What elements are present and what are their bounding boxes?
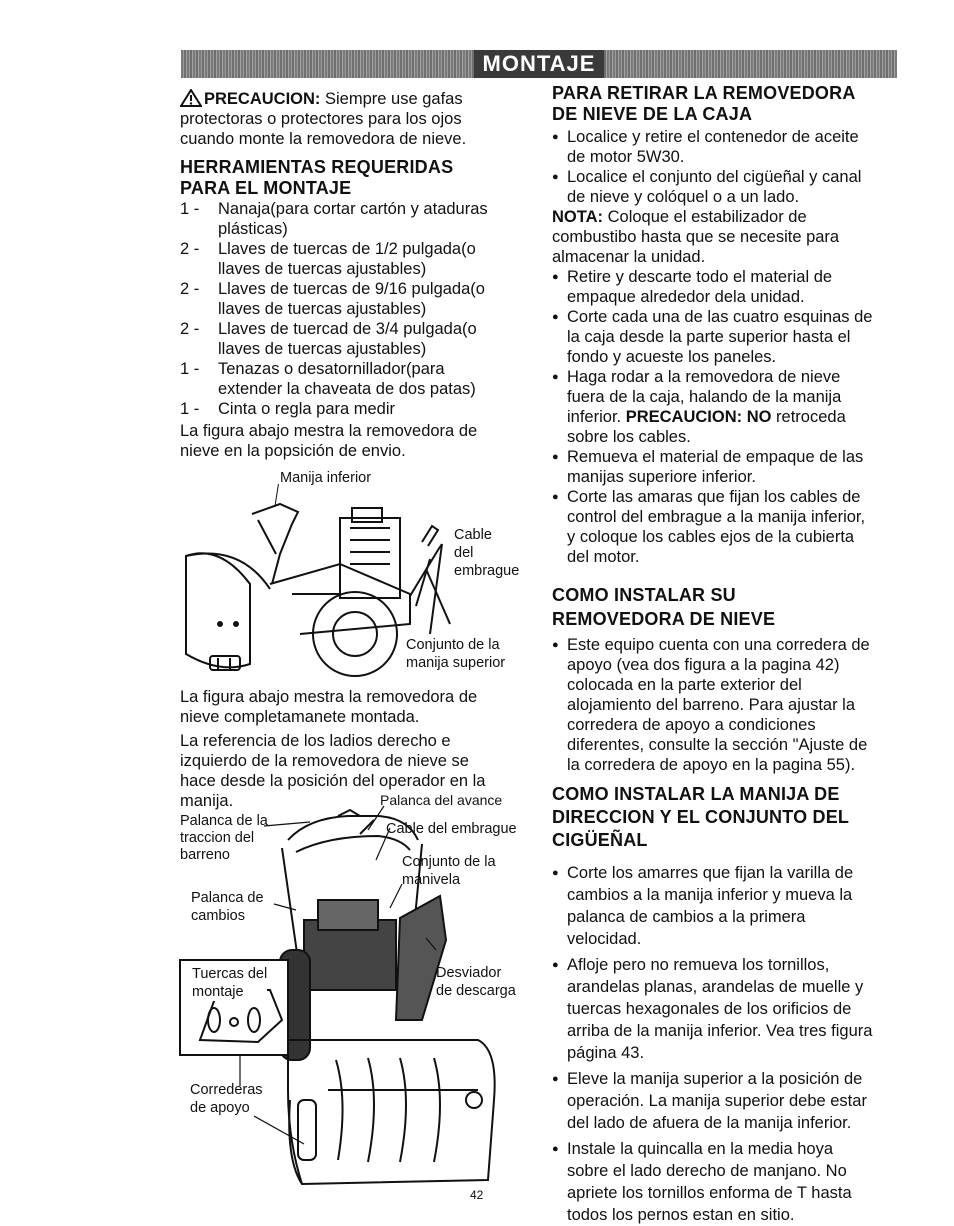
item-line: cambios a la manija inferior y mueva la xyxy=(567,886,853,904)
precaution-line: protectoras o protectores para los ojos xyxy=(180,110,462,128)
left-column xyxy=(180,89,520,461)
label-correderas-apoyo xyxy=(190,1081,263,1117)
item-number: 1 - xyxy=(180,200,200,218)
label-line: Cable xyxy=(454,527,492,543)
item-text: retroceda xyxy=(771,408,846,426)
heading-line: DE NIEVE DE LA CAJA xyxy=(552,104,753,124)
heading-line: DIRECCION Y EL CONJUNTO DEL xyxy=(552,807,850,827)
text-line: manija. xyxy=(180,792,234,810)
text-line: nieve en la popsición de envio. xyxy=(180,442,406,460)
item-line: página 43. xyxy=(567,1044,645,1062)
label-manija-inferior: Manija inferior xyxy=(280,470,372,486)
item-line: de nieve y colóquel o a un lado. xyxy=(567,188,800,206)
heading-line: COMO INSTALAR LA MANIJA DE xyxy=(552,784,840,804)
label-conjunto-manivela xyxy=(402,853,496,889)
list-item xyxy=(552,127,902,167)
item-line: control del embrague a la manija inferior, xyxy=(567,508,866,526)
item-number: 2 - xyxy=(180,240,200,258)
list-item xyxy=(180,239,520,279)
banner-title: MONTAJE xyxy=(482,51,596,76)
label-line: montaje xyxy=(192,984,244,1000)
label-line: Conjunto de la xyxy=(406,637,500,653)
item-line: llaves de tuercas ajustables) xyxy=(218,260,427,278)
text-line: Coloque el estabilizador de xyxy=(603,208,807,226)
item-line: sobre los cables. xyxy=(567,428,691,446)
item-line: Eleve la manija superior a la posición de xyxy=(567,1070,863,1088)
list-item xyxy=(552,167,902,207)
bullet-icon: ● xyxy=(552,491,559,503)
tools-list xyxy=(180,199,520,419)
text-line: combustibo hasta que se necesite para xyxy=(552,228,840,246)
item-line: arandelas planas, arandelas de muelle y xyxy=(567,978,864,996)
bullet-icon: ● xyxy=(552,371,559,383)
item-line: Instale la quincalla en la media hoya xyxy=(567,1140,834,1158)
label-line: manija superior xyxy=(406,655,506,671)
label-tuercas-montaje xyxy=(192,965,267,1001)
item-line: fondo y acueste los paneles. xyxy=(567,348,777,366)
item-line: tuercas hexagonales de los orificios de xyxy=(567,1000,852,1018)
list-item xyxy=(180,199,520,239)
item-line: Este equipo cuenta con una corredera de xyxy=(567,636,870,654)
item-line: la caja desde la parte superior hasta el xyxy=(567,328,851,346)
manija-heading xyxy=(552,783,902,852)
item-text: inferior. xyxy=(567,408,626,426)
label-line: Desviador xyxy=(436,965,502,981)
heading-line: PARA RETIRAR LA REMOVEDORA xyxy=(552,83,856,103)
label-cable-del-embrague xyxy=(454,526,519,580)
label-line: embrague xyxy=(454,563,520,579)
label-line: manivela xyxy=(402,872,461,888)
page-number: 42 xyxy=(470,1188,484,1202)
item-line: Haga rodar a la removedora de nieve xyxy=(567,368,841,386)
label-line: Correderas xyxy=(190,1082,263,1098)
item-line: operación. La manija superior debe estar xyxy=(567,1092,867,1110)
item-line: apoyo (vea dos figura a la pagina 42) xyxy=(567,656,840,674)
precaution-line: Siempre use gafas xyxy=(320,90,463,108)
list-item xyxy=(180,319,520,359)
item-line: Tenazas o desatornillador(para xyxy=(218,360,445,378)
instalar-heading xyxy=(552,583,902,631)
list-item xyxy=(552,267,902,307)
item-bold-text: PRECAUCION: NO xyxy=(625,408,772,426)
item-number: 2 - xyxy=(180,280,200,298)
right-column xyxy=(552,83,902,1226)
label-line: de descarga xyxy=(436,983,516,999)
label-palanca-cambios xyxy=(191,889,264,925)
item-line: del motor. xyxy=(567,548,640,566)
list-item xyxy=(180,359,520,399)
text-line: La referencia de los ladios derecho e xyxy=(180,732,451,750)
item-line: diferentes, consulte la sección "Ajuste de xyxy=(567,736,868,754)
heading-line: COMO INSTALAR SU xyxy=(552,585,736,605)
item-line: del lado de afuera de la manija inferior. xyxy=(567,1114,852,1132)
item-line: la corredera de apoyo en la pagina 55). xyxy=(567,756,856,774)
manija-list xyxy=(552,862,902,1226)
item-line: empaque alrededor dela unidad. xyxy=(567,288,805,306)
list-item xyxy=(552,367,902,447)
item-number: 1 - xyxy=(180,400,200,418)
item-line: Llaves de tuercas de 9/16 pulgada(o xyxy=(218,280,485,298)
label-conjunto-manija-superior xyxy=(406,636,505,672)
fig1-intro xyxy=(180,421,520,461)
label-line: Conjunto de la xyxy=(402,854,496,870)
list-item xyxy=(552,447,902,487)
nota-paragraph xyxy=(552,207,902,267)
item-line: fuera de la caja, halando de la manija xyxy=(567,388,842,406)
text-line: almacenar la unidad. xyxy=(552,248,706,266)
section-banner xyxy=(181,50,897,78)
fig2-intro xyxy=(180,687,520,727)
bullet-icon: ● xyxy=(552,1143,559,1155)
item-line: Corte las amaras que fijan los cables de xyxy=(567,488,861,506)
item-line: Cinta o regla para medir xyxy=(218,400,396,418)
text-line: La figura abajo mestra la removedora de xyxy=(180,688,478,706)
text-line: izquierdo de la removedora de nieve se xyxy=(180,752,469,770)
label-palanca-avance: Palanca del avance xyxy=(380,792,503,808)
item-line: y coloque los cables ejos de la cubierta xyxy=(567,528,855,546)
bullet-icon: ● xyxy=(552,131,559,143)
item-line: Remueva el material de empaque de las xyxy=(567,448,864,466)
item-line: llaves de tuercas ajustables) xyxy=(218,340,427,358)
item-line: Llaves de tuercad de 3/4 pulgada(o xyxy=(218,320,477,338)
bullet-icon: ● xyxy=(552,867,559,879)
bullet-icon: ● xyxy=(552,171,559,183)
label-cable-embrague: Cable del embrague xyxy=(386,821,517,837)
item-line: de motor 5W30. xyxy=(567,148,685,166)
bullet-icon: ● xyxy=(552,639,559,651)
list-item xyxy=(552,635,902,775)
item-line: Localice y retire el contenedor de aceite xyxy=(567,128,859,146)
item-line: Nanaja(para cortar cartón y ataduras xyxy=(218,200,488,218)
bullet-icon: ● xyxy=(552,451,559,463)
heading-line: REMOVEDORA DE NIEVE xyxy=(552,609,776,629)
item-line: velocidad. xyxy=(567,930,642,948)
item-line: llaves de tuercas ajustables) xyxy=(218,300,427,318)
heading-line: CIGÜEÑAL xyxy=(552,830,648,850)
bullet-icon: ● xyxy=(552,311,559,323)
list-item xyxy=(552,862,902,950)
label-line: traccion del xyxy=(180,830,255,846)
precaution-line: cuando monte la removedora de nieve. xyxy=(180,130,467,148)
label-line: Palanca de la xyxy=(180,813,268,829)
item-line: Retire y descarte todo el material de xyxy=(567,268,833,286)
precaution-label: PRECAUCION: xyxy=(204,90,321,108)
nota-label: NOTA: xyxy=(552,208,604,226)
label-line: Palanca de xyxy=(191,890,264,906)
label-line: de apoyo xyxy=(190,1100,250,1116)
item-line: todos los pernos estan en sitio. xyxy=(567,1206,795,1224)
label-line: del xyxy=(454,545,474,561)
item-number: 2 - xyxy=(180,320,200,338)
list-item xyxy=(552,307,902,367)
heading-line: HERRAMIENTAS REQUERIDAS xyxy=(180,157,454,177)
tools-heading xyxy=(180,157,520,199)
list-item xyxy=(552,487,902,567)
bullet-icon: ● xyxy=(552,959,559,971)
item-line: Afloje pero no remueva los tornillos, xyxy=(567,956,830,974)
precaution-paragraph xyxy=(180,89,520,149)
bullet-icon: ● xyxy=(552,271,559,283)
list-item xyxy=(552,1068,902,1134)
warning-triangle-icon xyxy=(180,89,204,109)
item-number: 1 - xyxy=(180,360,200,378)
item-line: Localice el conjunto del cigüeñal y canal xyxy=(567,168,862,186)
item-line: arriba de la manija inferior. Vea tres figura xyxy=(567,1022,873,1040)
list-item xyxy=(180,279,520,319)
item-line: extender la chaveata de dos patas) xyxy=(218,380,476,398)
item-line: Corte cada una de las cuatro esquinas de xyxy=(567,308,873,326)
item-line: Llaves de tuercas de 1/2 pulgada(o xyxy=(218,240,476,258)
item-line: corredera de apoyo a condiciones xyxy=(567,716,816,734)
text-line: hace desde la posición del operador en la xyxy=(180,772,486,790)
text-line: La figura abajo mestra la removedora de xyxy=(180,422,478,440)
list-item xyxy=(552,954,902,1064)
item-line: Corte los amarres que fijan la varilla de xyxy=(567,864,854,882)
item-line: apriete los tornillos enforma de T hasta xyxy=(567,1184,852,1202)
item-line: alojamiento del barreno. Para ajustar la xyxy=(567,696,856,714)
item-line: colocada en la parte exterior del xyxy=(567,676,802,694)
item-line: sobre el lado derecho de manjano. No xyxy=(567,1162,847,1180)
bullet-icon: ● xyxy=(552,1073,559,1085)
text-line: nieve completamanete montada. xyxy=(180,708,420,726)
item-line: manijas superiore inferior. xyxy=(567,468,756,486)
retirar-heading xyxy=(552,83,902,125)
label-line: cambios xyxy=(191,908,245,924)
heading-line: PARA EL MONTAJE xyxy=(180,178,352,198)
label-desviador-descarga xyxy=(436,964,516,1000)
label-line: barreno xyxy=(180,847,230,863)
item-line: palanca de cambios a la primera xyxy=(567,908,806,926)
item-line: plásticas) xyxy=(218,220,288,238)
list-item xyxy=(180,399,520,419)
list-item xyxy=(552,1138,902,1226)
label-palanca-traccion xyxy=(180,813,268,864)
label-line: Tuercas del xyxy=(192,966,268,982)
